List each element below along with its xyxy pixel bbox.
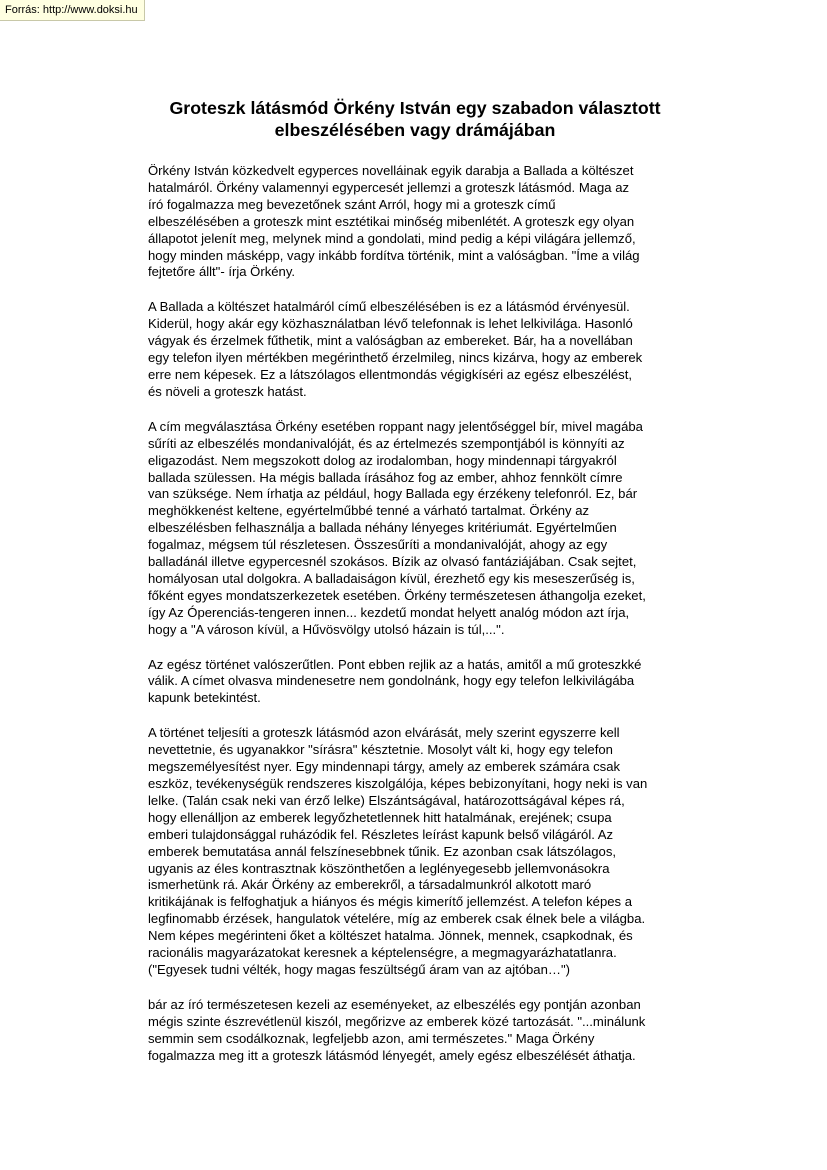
paragraph: Az egész történet valószerűtlen. Pont ebben rejlik az a hatás, amitől a mű groteszkké válik. A címet olvasva mindenesetre nem gondolnánk, hogy egy telefon lelkivilágába kapunk betekintést. xyxy=(148,656,642,706)
document-body xyxy=(148,163,680,1083)
paragraph: A cím megválasztása Örkény esetében roppant nagy jelentőséggel bír, mivel magába sűríti az elbeszélés mondanivalóját, és az értelmezés szempontjából is könnyíti az eligazodást. Nem megszokott dolog az irodalomban, hogy mindennapi tárgyakról ballada szülessen. Ha mégis ballada írásához fog az ember, ahhoz fennkölt címre van szüksége. Nem írhatja az például, hogy Ballada egy érzékeny telefonról. Ez, bár meghökkenést keltene, egyértelműbbé tenné a várható tartalmat. Örkény az elbeszélésben felhasználja a ballada néhány lényeges kritériumát. Egyértelműen fogalmaz, mégsem túl részletesen. Összesűríti a mondanivalóját, ahogy az egy balladánál illetve egypercesnél szokásos. Bízik az olvasó fantáziájában. Csak sejtet, homályosan utal dolgokra. A balladaiságon kívül, érezhető egy kis meseszerűség is, főként egyes mondatszerkezetek esetében. Örkény természetesen áthangolja ezeket, így Az Óperenciás-tengeren innen... kezdetű mondat helyett analóg módon azt írja, hogy a "A városon kívül, a Hűvösvölgy utolsó házain is túl,...". xyxy=(148,418,646,637)
source-label: Forrás: http://www.doksi.hu xyxy=(0,0,145,21)
paragraph: bár az író természetesen kezeli az eseményeket, az elbeszélés egy pontján azonban mégis szinte észrevétlenül kiszól, megőrizve az emberek közé tartozását. "...minálunk semmin sem csodálkoznak, legfeljebb azon, ami természetes." Maga Örkény fogalmazza meg itt a groteszk látásmód lényegét, amely egész elbeszélését áthatja. xyxy=(148,996,646,1063)
paragraph: A történet teljesíti a groteszk látásmód azon elvárását, mely szerint egyszerre kell nevettetnie, és ugyanakkor "sírásra" késztetnie. Mosolyt vált ki, hogy egy telefon megszemélyesítést nyer. Egy mindennapi tárgy, amely az emberek számára csak eszköz, tevékenységük rendszeres kiszolgálója, képes bebizonyítani, hogy neki is van lelke. (Talán csak neki van érző lelke) Elszántságával, határozottságával képes rá, hogy ellenálljon az emberek legyőzhetetlennek hitt hatalmának, erejének; csupa emberi tulajdonsággal ruházódik fel. Részletes leírást kapunk belső világáról. Az emberek bemutatása annál felszínesebbnek tűnik. Ez azonban csak látszólagos, ugyanis az éles kontrasztnak köszönthetően a leglényegesebb jellemvonásokra ismerhetünk rá. Akár Örkény az emberekről, a társadalmunkról alkotott maró kritikájának is felfoghatjuk a hiányos és mégis kimerítő jellemzést. A telefon képes a legfinomabb érzések, hangulatok vételére, míg az emberek csak élnek bele a világba. Nem képes megérinteni őket a költészet hatalma. Jönnek, mennek, csapkodnak, és racionális magyarázatokat keresnek a képtelenségre, a megmagyarázhatatlanra. ("Egyesek tudni vélték, hogy magas feszültségű áram van az ajtóban…") xyxy=(148,725,648,977)
paragraph: A Ballada a költészet hatalmáról című elbeszélésében is ez a látásmód érvényesül. Kiderül, hogy akár egy közhasználatban lévő telefonnak is lehet lelkivilága. Hasonló vágyak és érzelmek fűthetik, mint a valóságban az embereket. Bár, ha a novellában egy telefon ilyen mértékben megérinthető érzelmileg, nincs kizárva, hogy az emberek erre nem képesek. Ez a látszólagos ellentmondás végigkíséri az egész elbeszélést, és növeli a groteszk hatást. xyxy=(148,299,643,399)
page-title: Groteszk látásmód Örkény István egy szabadon választott elbeszélésében vagy drámájában xyxy=(169,98,661,140)
paragraph: Örkény István közkedvelt egyperces novelláinak egyik darabja a Ballada a költészet hatalmáról. Örkény valamennyi egypercesét jellemzi a groteszk látásmód. Maga az író fogalmazza meg bevezetőnek szánt Arról, hogy mi a groteszk című elbeszélésében a groteszk mint esztétikai minőség mibenlétét. A groteszk egy olyan állapotot jelenít meg, melynek mind a gondolati, mind pedig a képi világára jellemző, hogy minden másképp, vagy inkább fordítva történik, mint a valóságban. "Íme a világ fejtetőre állt"- írja Örkény. xyxy=(148,163,640,280)
